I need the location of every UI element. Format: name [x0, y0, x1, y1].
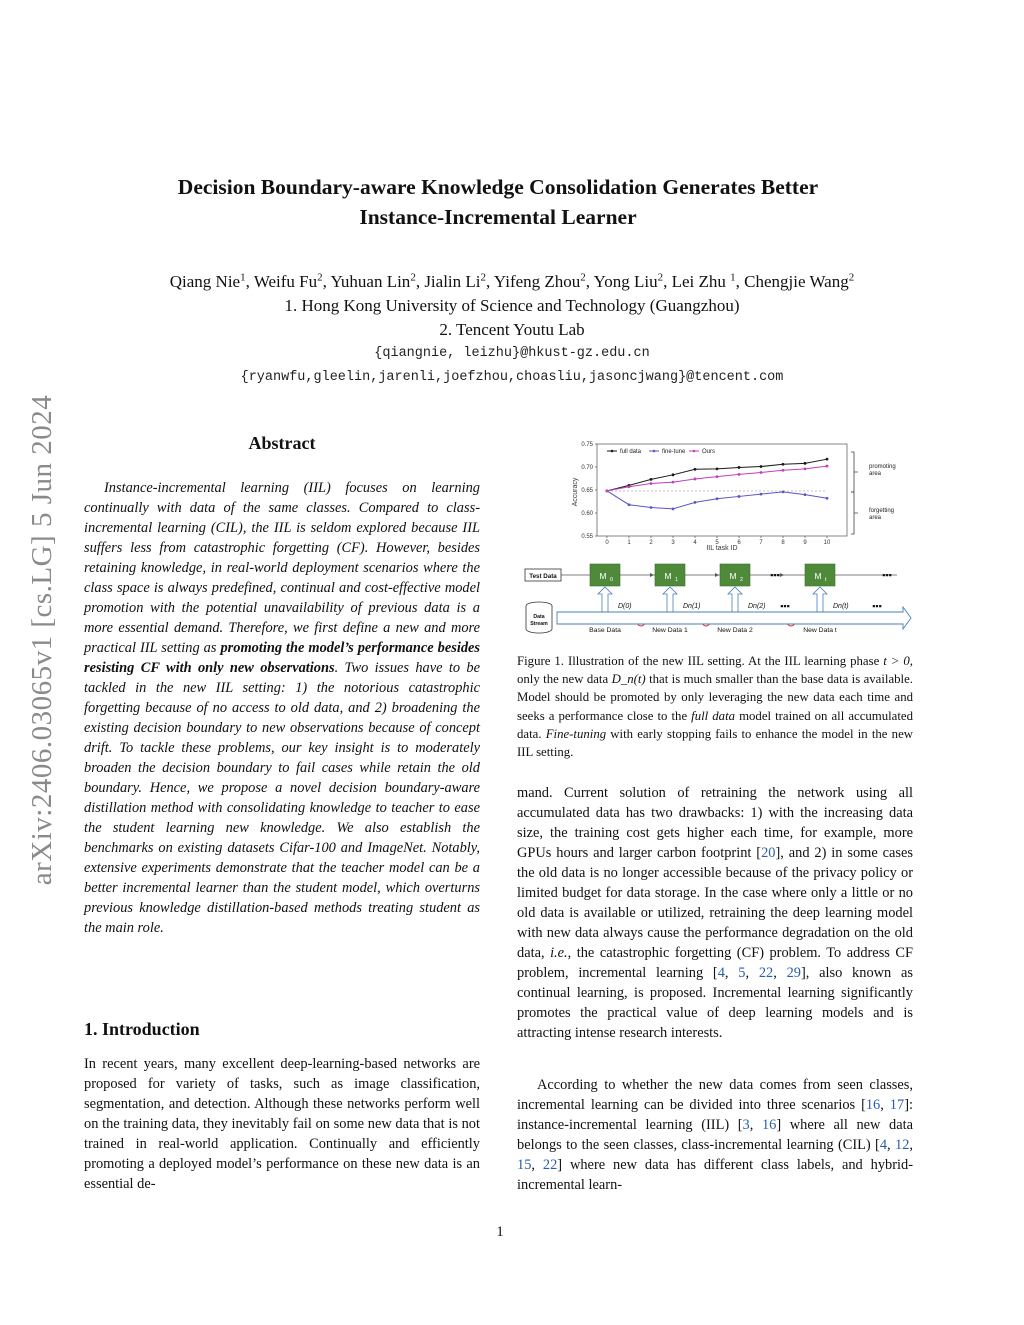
test-data-label: Test Data	[529, 573, 557, 580]
data-point	[826, 497, 829, 500]
text-run: ,	[909, 1137, 913, 1153]
text-run: ,	[749, 1117, 762, 1133]
stream-label: New Data 2	[717, 627, 753, 634]
citation-link[interactable]: 4	[717, 965, 725, 981]
right-paragraph-1	[517, 783, 913, 1043]
caption-t: t > 0	[883, 654, 910, 668]
author-affiliation-mark: 2	[410, 271, 416, 284]
data-up-arrow	[728, 587, 742, 612]
y-tick-label: 0.60	[581, 511, 593, 517]
abstract-text-2: . Two issues have to be tackled in the new IIL setting: 1) the notorious catastrophic forgetting because of no access to old data, and 2) broadening the existing decision boundary to new observations because of concept drift. To tackle these problems, our key insight is to moderately broaden the decision boundary to fail cases while retain the old boundary. Hence, we propose a novel decision boundary-aware distillation method with consolidating knowledge to teacher to ease the student learning new knowledge. We also establish the benchmarks on existing datasets Cifar-100 and ImageNet. Notably, extensive experiments demonstrate that the teacher model can be a better incremental learner than the student model, which overturns previous knowledge distillation-based methods treating student as the main role.	[84, 660, 480, 936]
y-tick-label: 0.75	[581, 442, 593, 448]
x-tick-label: 0	[605, 540, 609, 546]
data-point	[782, 463, 785, 466]
citation-link[interactable]: 15	[517, 1157, 532, 1173]
abstract-heading: Abstract	[248, 433, 316, 453]
citation-link[interactable]: 22	[542, 1157, 558, 1173]
author-name: Chengjie Wang	[744, 272, 849, 291]
test-arrow-head	[715, 573, 719, 577]
data-point	[782, 469, 785, 472]
author-name: Yuhuan Lin	[330, 272, 411, 291]
page-number: 1	[496, 1224, 504, 1240]
promoting-bracket	[851, 452, 858, 492]
abstract-bold-text: promoting the model’s performance besides resisting CF with only new observations	[84, 640, 481, 676]
series-group	[606, 458, 829, 510]
author-name: Yong Liu	[593, 272, 658, 291]
model-label: M	[729, 571, 737, 581]
text-run: , the catastrophic forgetting (CF) problem. To address CF problem, incremental learning [	[517, 945, 913, 981]
text-run: mand. Current solution of retraining the network using all accumulated data has two drawbacks: 1) with the increasing data size, the training cost gets higher each time, for example, more GPUs hours and larger carbon footprint [	[517, 785, 913, 861]
author-name: Jialin Li	[424, 272, 481, 291]
forgetting-bracket	[851, 492, 858, 534]
stream-label: Base Data	[589, 627, 621, 634]
author-block	[60, 270, 964, 342]
data-stream-label-1: Data	[533, 614, 545, 620]
legend-marker-fine-tune	[653, 450, 656, 453]
legend-label-full-data: full data	[620, 449, 642, 455]
caption-text-1: Figure 1. Illustration of the new IIL setting. At the IIL learning phase	[517, 654, 884, 668]
data-up-arrow	[813, 587, 827, 612]
right-paragraph-2	[517, 1075, 913, 1195]
stream-labels	[589, 627, 837, 634]
promoting-label-2: area	[869, 471, 882, 477]
introduction-paragraph: In recent years, many excellent deep-learning-based networks are proposed for variety of tasks, such as image classification, segmentation, and detection. Although these networks perform well on the training data, they inevitably fail on some new data that is not trained in real-world application. Continually and efficiently promoting a deployed model’s performance on these new data is an essential de-	[84, 1056, 480, 1192]
figure-caption	[517, 652, 913, 761]
data-point	[672, 481, 675, 484]
data-point	[650, 482, 653, 485]
citation-link[interactable]: 22	[758, 965, 774, 981]
author-list: Qiang Nie$^1$, Weifu Fu$^2$, Yuhuan Lin$^2$, Jialin Li$^2$, Yifeng Zhou$^2$, Yong Liu$^2$, Lei Zhu $^1$, Chengjie Wang$^2$	[169, 271, 855, 291]
abstract-body	[84, 478, 480, 938]
caption-text-4: model trained on all accumulated data.	[517, 708, 913, 741]
arxiv-stamp: arXiv:2406.03065v1 [cs.LG] 5 Jun 2024	[26, 394, 58, 886]
pipeline-diagram	[525, 564, 911, 634]
legend-marker-ours	[693, 450, 696, 453]
author-affiliation-mark: 2	[317, 271, 323, 284]
text-run: ,	[880, 1097, 890, 1113]
text-run: ] where new data has different class labels, and hybrid-incremental learn-	[517, 1157, 913, 1193]
citation-link[interactable]: 20	[761, 845, 776, 861]
data-point	[628, 503, 631, 506]
x-tick-label: 6	[737, 540, 741, 546]
y-tick-label: 0.65	[581, 488, 593, 494]
citation-link[interactable]: 4	[879, 1137, 888, 1153]
model-label: M	[814, 571, 822, 581]
data-point	[782, 490, 785, 493]
citation-link[interactable]: 16	[865, 1097, 881, 1113]
author-name: Lei Zhu	[671, 272, 726, 291]
forgetting-label-2: area	[869, 515, 882, 521]
citation-link[interactable]: 12	[895, 1137, 910, 1153]
ellipsis-marker: ▪▪▪	[770, 570, 780, 580]
x-tick-label: 8	[781, 540, 785, 546]
author-name: Qiang Nie	[169, 272, 241, 291]
model-sub: 1	[675, 577, 679, 583]
data-point	[826, 465, 829, 468]
model-sub: t	[825, 577, 827, 583]
citation-link[interactable]: 17	[889, 1097, 905, 1113]
x-tick-label: 1	[627, 540, 631, 546]
text-run: ,	[724, 965, 739, 981]
author-affiliation-mark: 2	[657, 271, 664, 284]
data-point	[694, 468, 697, 471]
data-point	[738, 466, 741, 469]
x-tick-label: 7	[759, 540, 763, 546]
text-run: ,	[745, 965, 759, 981]
author-affiliation-mark: 2	[580, 271, 586, 284]
text-run: ,	[887, 1137, 895, 1153]
introduction-heading: 1. Introduction	[84, 1019, 200, 1039]
data-point	[716, 467, 719, 470]
text-run: i.e.	[550, 945, 568, 961]
data-point	[760, 493, 763, 496]
x-tick-label: 2	[649, 540, 653, 546]
title-line-1: Decision Boundary-aware Knowledge Consolidation Generates Better	[177, 175, 819, 199]
legend	[607, 449, 715, 455]
email-hkust: {qiangnie, leizhu}@hkust-gz.edu.cn	[374, 346, 650, 361]
data-point	[716, 497, 719, 500]
model-label: M	[599, 571, 607, 581]
x-tick-label: 4	[693, 540, 697, 546]
author-name: Weifu Fu	[253, 272, 318, 291]
data-point	[628, 485, 631, 488]
y-tick-label: 0.70	[581, 465, 593, 471]
data-stream-label-2: Stream	[530, 621, 548, 627]
title-line-2: Instance-Incremental Learner	[359, 205, 637, 229]
paper-title	[100, 172, 896, 232]
data-point	[606, 490, 609, 493]
text-run: ,	[531, 1157, 543, 1173]
data-point	[716, 475, 719, 478]
data-point	[650, 478, 653, 481]
data-point	[694, 478, 697, 481]
figure-1	[517, 434, 913, 642]
data-point	[672, 507, 675, 510]
model-label: M	[664, 571, 672, 581]
model-sub: 0	[610, 577, 614, 583]
y-axis-label: Accuracy	[572, 477, 579, 507]
plot-frame	[597, 444, 847, 536]
caption-full-data: full data	[691, 708, 736, 723]
caption-dn: D_n(t)	[611, 672, 646, 687]
text-run: According to whether the new data comes from seen classes, incremental learning can be divided into three scenarios [	[517, 1077, 913, 1113]
data-point	[672, 473, 675, 476]
data-point	[738, 473, 741, 476]
text-run: ] where all new data belongs to the seen classes, class-incremental learning (CIL) [	[517, 1117, 913, 1153]
text-run: ]: instance-incremental learning (IIL) [	[517, 1097, 913, 1133]
legend-label-ours: Ours	[702, 449, 716, 455]
text-run: ], also known as continual learning, is proposed. Incremental learning significantly promotes the practical value of deep learning models and is attracting intense research interests.	[517, 965, 913, 1041]
affiliation-2: 2. Tencent Youtu Lab	[439, 320, 585, 339]
citation-link[interactable]: 3	[742, 1117, 750, 1133]
x-axis-label: IIL task ID	[706, 545, 738, 552]
author-affiliation-mark: 2	[480, 271, 487, 284]
ellipsis-marker: ▪▪▪	[872, 601, 882, 611]
data-point	[804, 467, 807, 470]
data-point	[804, 462, 807, 465]
citation-link[interactable]: 16	[761, 1117, 777, 1133]
data-up-arrow	[663, 587, 677, 612]
data-label: Dn(2)	[748, 603, 766, 610]
text-run: ,	[773, 965, 787, 981]
text-run: ], and 2) in some cases the old data is no longer accessible because of the privacy policy or limited budget for data storage. In the case where only a little or no old data is available or utilized, retraining the deep learning model with new data always cause the performance degradation on the old data,	[517, 845, 914, 961]
data-point	[738, 495, 741, 498]
ellipsis-marker: ▪▪▪	[780, 601, 790, 611]
promoting-label-1: promoting	[869, 464, 896, 470]
author-affiliation-mark: 2	[848, 271, 855, 284]
caption-text-5: with early stopping fails to enhance the model in the new IIL setting.	[517, 726, 913, 760]
data-point	[804, 493, 807, 496]
test-arrow-head	[650, 573, 654, 577]
author-affiliation-mark: 1	[240, 271, 246, 284]
stream-label: New Data 1	[652, 627, 688, 634]
x-tick-label: 9	[803, 540, 807, 546]
test-arrow-head	[780, 573, 784, 577]
data-label: Dn(1)	[683, 603, 701, 610]
caption-fine-tuning: Fine-tuning	[545, 726, 607, 741]
data-label: D(0)	[618, 603, 632, 610]
citation-link[interactable]: 5	[738, 965, 746, 981]
data-point	[760, 465, 763, 468]
data-point	[650, 506, 653, 509]
ellipsis-marker: ▪▪▪	[882, 570, 892, 580]
author-name: Yifeng Zhou	[493, 272, 581, 291]
x-tick-label: 3	[671, 540, 675, 546]
author-affiliation-mark: 1	[730, 271, 736, 284]
legend-marker-full-data	[611, 450, 614, 453]
data-up-arrow	[598, 587, 612, 612]
data-point	[826, 458, 829, 461]
y-axis-ticks	[581, 442, 597, 540]
citation-link[interactable]: 29	[786, 965, 801, 981]
forgetting-label-1: forgetting	[869, 508, 895, 514]
affiliation-1: 1. Hong Kong University of Science and Technology (Guangzhou)	[284, 296, 740, 315]
x-tick-label: 5	[715, 540, 719, 546]
stream-label: New Data t	[803, 627, 837, 634]
x-tick-label: 10	[823, 540, 831, 546]
abstract-text-1: Instance-incremental learning (IIL) focuses on learning continually with data of the same classes. Compared to class-incremental learning (CIL), the IIL is seldom explored because IIL suffers less from catastrophic forgetting (CF). However, besides retaining knowledge, in real-world deployment scenarios where the class space is always predefined, continual and cost-effective model promotion with the potential unavailability of previous data is a more essential demand. Therefore, we first define a new and more practical IIL setting as	[84, 480, 480, 656]
model-sub: 2	[740, 577, 744, 583]
email-tencent: {ryanwfu,gleelin,jarenli,joefzhou,choasliu,jasoncjwang}@tencent.com	[240, 370, 784, 385]
data-label: Dn(t)	[833, 603, 849, 610]
y-tick-label: 0.55	[581, 534, 593, 540]
data-point	[760, 471, 763, 474]
legend-label-fine-tune: fine-tune	[662, 449, 686, 455]
data-point	[694, 501, 697, 504]
caption-text-2: , only the new data	[517, 654, 913, 687]
series-line-full-data	[607, 459, 827, 491]
caption-text-3: that is much smaller than the base data is available. Model should be promoted by only leveraging the new data each time and seeks a performance close to the	[517, 672, 913, 723]
